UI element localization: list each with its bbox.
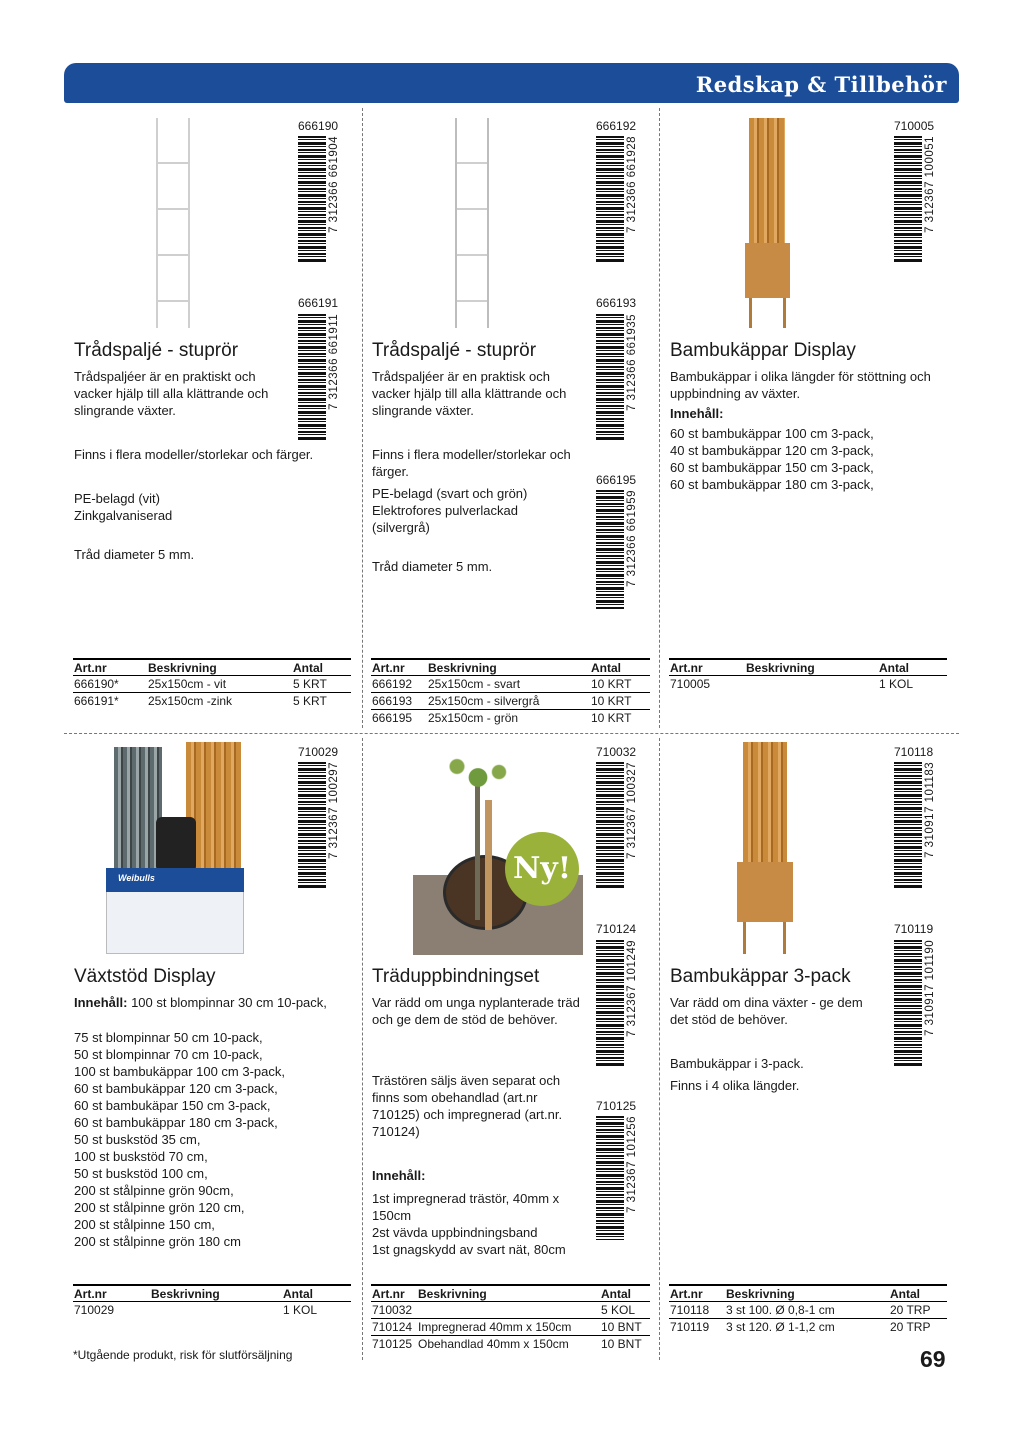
- article-number: 666191: [298, 296, 339, 310]
- article-number: 710118: [894, 745, 934, 759]
- table-row: 666191* 25x150cm -zink 5 KRT: [74, 694, 327, 708]
- product-coating: PE-belagd (vit): [74, 491, 160, 506]
- contents-list: [372, 1190, 592, 1258]
- page-number: 69: [920, 1346, 946, 1372]
- product-table: Art.nr Beskrivning Antal 666192 25x150cm - svart 10 KRT 666193 25x150cm - silvergrå 10 KRT 666195 25x150cm - grön 10 KRT: [371, 658, 650, 727]
- article-number: 710119: [894, 922, 934, 936]
- list-item: 50 st buskstöd 100 cm,: [74, 1166, 208, 1181]
- contents-intro: Innehåll: 100 st blompinnar 30 cm 10-pack,: [74, 995, 327, 1010]
- product-table: Art.nr Beskrivning Antal 710005 1 KOL: [669, 658, 947, 693]
- barcode: 7 312367 101249: [596, 940, 640, 1066]
- article-number: 710032: [596, 745, 637, 759]
- article-number: 666192: [596, 119, 637, 133]
- list-item: 50 st blompinnar 70 cm 10-pack,: [74, 1047, 263, 1062]
- article-number: 710125: [596, 1099, 637, 1113]
- article-number: 710124: [596, 922, 637, 936]
- table-row: 710118 3 st 100. Ø 0,8-1 cm 20 TRP: [669, 1302, 947, 1319]
- list-item: 100 st buskstöd 70 cm,: [74, 1149, 208, 1164]
- product-wire-diameter: Tråd diameter 5 mm.: [372, 559, 493, 574]
- list-item: 60 st bambukäppar 100 cm 3-pack,: [670, 426, 874, 441]
- column-divider: [659, 738, 660, 1360]
- display-brand-label: Weibulls: [106, 868, 244, 892]
- product-table: Art.nr Beskrivning Antal 710032 5 KOL 710124 Impregnerad 40mm x 150cm 10 BNT 710125 Obehandlad 40mm x 150cm 10 BNT: [371, 1284, 650, 1353]
- table-row: 710125 Obehandlad 40mm x 150cm 10 BNT: [372, 1337, 642, 1351]
- product-title: Trådspaljé - stuprör: [74, 340, 239, 361]
- table-row: 666193 25x150cm - silvergrå 10 KRT: [371, 693, 650, 710]
- product-title: Bambukäppar Display: [670, 340, 856, 361]
- header-banner: [64, 63, 959, 103]
- barcode: 7 312366 661959: [596, 490, 640, 610]
- barcode: 7 312367 100051: [894, 136, 938, 262]
- product-title: Trådspaljé - stuprör: [372, 340, 537, 361]
- barcode: 7 310917 101183: [894, 762, 938, 888]
- new-badge: Ny!: [505, 832, 579, 906]
- barcode: 7 310917 101190: [894, 940, 938, 1066]
- list-item: 60 st bambukäpar 150 cm 3-pack,: [74, 1098, 271, 1113]
- article-number: 666193: [596, 296, 637, 310]
- column-divider: [659, 108, 660, 728]
- barcode: 7 312367 101256: [596, 1116, 640, 1240]
- list-item: 1st gnagskydd av svart nät, 80cm: [372, 1242, 566, 1257]
- list-item: 60 st bambukäppar 180 cm 3-pack,: [670, 477, 874, 492]
- product-finish: Zinkgalvaniserad: [74, 508, 173, 523]
- product-title: Träduppbindningset: [372, 966, 540, 987]
- product-wire-diameter: Tråd diameter 5 mm.: [74, 547, 195, 562]
- table-row: 666192 25x150cm - svart 10 KRT: [371, 676, 650, 693]
- product-description: Var rädd om dina växter - ge dem det stöd de behöver.: [670, 995, 863, 1027]
- table-row: 710124 Impregnerad 40mm x 150cm 10 BNT: [371, 1319, 650, 1336]
- table-row: 710032 5 KOL: [371, 1302, 650, 1319]
- contents-label: Innehåll:: [372, 1168, 426, 1183]
- list-item: 200 st stålpinne grön 180 cm: [74, 1234, 241, 1249]
- product-image-bamboo-3pack: [735, 742, 795, 954]
- list-item: 1st impregnerad trästör, 40mm x 150cm: [372, 1191, 560, 1223]
- product-description: Bambukäppar i olika längder för stöttning och uppbindning av växter.: [670, 369, 931, 401]
- list-item: 200 st stålpinne grön 90cm,: [74, 1183, 234, 1198]
- product-image-trellis-white: [156, 118, 190, 328]
- product-description: Trådspaljéer är en praktisk och vacker hjälp till alla klättrande och slingrande växter.: [372, 369, 567, 418]
- column-divider: [362, 108, 363, 728]
- article-number: 710029: [298, 745, 339, 759]
- product-variants-note: Finns i 4 olika längder.: [670, 1078, 800, 1093]
- table-row: 666195 25x150cm - grön 10 KRT: [372, 711, 632, 725]
- product-pack-note: Bambukäppar i 3-pack.: [670, 1056, 804, 1071]
- product-variants-note: Finns i flera modeller/storlekar och färger.: [74, 447, 314, 462]
- list-item: 100 st bambukäppar 100 cm 3-pack,: [74, 1064, 286, 1079]
- article-number: 710005: [894, 119, 935, 133]
- article-number: 666195: [596, 473, 637, 487]
- product-image-trellis: [455, 118, 489, 328]
- table-row: 710029 1 KOL: [74, 1303, 318, 1317]
- barcode: 7 312366 661935: [596, 314, 640, 440]
- table-row: 666190* 25x150cm - vit 5 KRT: [73, 676, 351, 693]
- barcode: 7 312367 100297: [298, 762, 342, 888]
- product-table: Art.nr Beskrivning Antal 710118 3 st 100. Ø 0,8-1 cm 20 TRP 710119 3 st 120. Ø 1-1,2 cm 20 TRP: [669, 1284, 947, 1336]
- list-item: 200 st stålpinne grön 120 cm,: [74, 1200, 245, 1215]
- footnote: *Utgående produkt, risk för slutförsäljning: [73, 1348, 293, 1362]
- contents-list: [74, 1029, 285, 1250]
- list-item: 2st vävda uppbindningsband: [372, 1225, 538, 1240]
- barcode: 7 312366 661904: [298, 136, 342, 262]
- column-divider: [362, 738, 363, 1360]
- list-item: 60 st bambukäppar 120 cm 3-pack,: [74, 1081, 278, 1096]
- row-divider: [64, 733, 959, 734]
- list-item: 60 st bambukäppar 150 cm 3-pack,: [670, 460, 874, 475]
- list-item: 75 st blompinnar 50 cm 10-pack,: [74, 1030, 263, 1045]
- product-table: Art.nr Beskrivning Antal 666190* 25x150cm - vit 5 KRT 666191* 25x150cm -zink 5 KRT: [73, 658, 351, 710]
- product-description: Var rädd om unga nyplanterade träd och ge dem de stöd de behöver.: [372, 995, 580, 1027]
- section-title: Redskap & Tillbehör: [695, 72, 947, 97]
- product-coating: PE-belagd (svart och grön) Elektrofores pulverlackad (silvergrå): [372, 486, 528, 535]
- table-row: 710119 3 st 120. Ø 1-1,2 cm 20 TRP: [670, 1320, 931, 1334]
- product-image-plant-support-display: [106, 742, 244, 954]
- product-variants-note: Finns i flera modeller/storlekar och färger.: [372, 447, 571, 479]
- product-title: Växtstöd Display: [74, 966, 216, 987]
- product-title: Bambukäppar 3-pack: [670, 966, 851, 987]
- barcode: 7 312367 100327: [596, 762, 640, 888]
- list-item: 200 st stålpinne 150 cm,: [74, 1217, 215, 1232]
- list-item: 50 st buskstöd 35 cm,: [74, 1132, 201, 1147]
- table-row: 710005 1 KOL: [670, 677, 914, 691]
- contents-label: Innehåll:: [670, 406, 724, 421]
- barcode: 7 312366 661928: [596, 136, 640, 262]
- article-number: 666190: [298, 119, 339, 133]
- list-item: 40 st bambukäppar 120 cm 3-pack,: [670, 443, 874, 458]
- product-note: Trästören säljs även separat och finns som obehandlad (art.nr 710125) och impregnerad (art.nr. 710124): [372, 1073, 563, 1139]
- barcode: 7 312366 661911: [298, 314, 342, 440]
- product-image-bamboo-display: [745, 118, 790, 328]
- contents-list: [670, 425, 874, 493]
- list-item: 60 st bambukäppar 180 cm 3-pack,: [74, 1115, 278, 1130]
- product-table: Art.nr Beskrivning Antal 710029 1 KOL: [73, 1284, 351, 1319]
- product-description: Trådspaljéer är en praktiskt och vacker hjälp till alla klättrande och slingrande växter.: [74, 369, 269, 418]
